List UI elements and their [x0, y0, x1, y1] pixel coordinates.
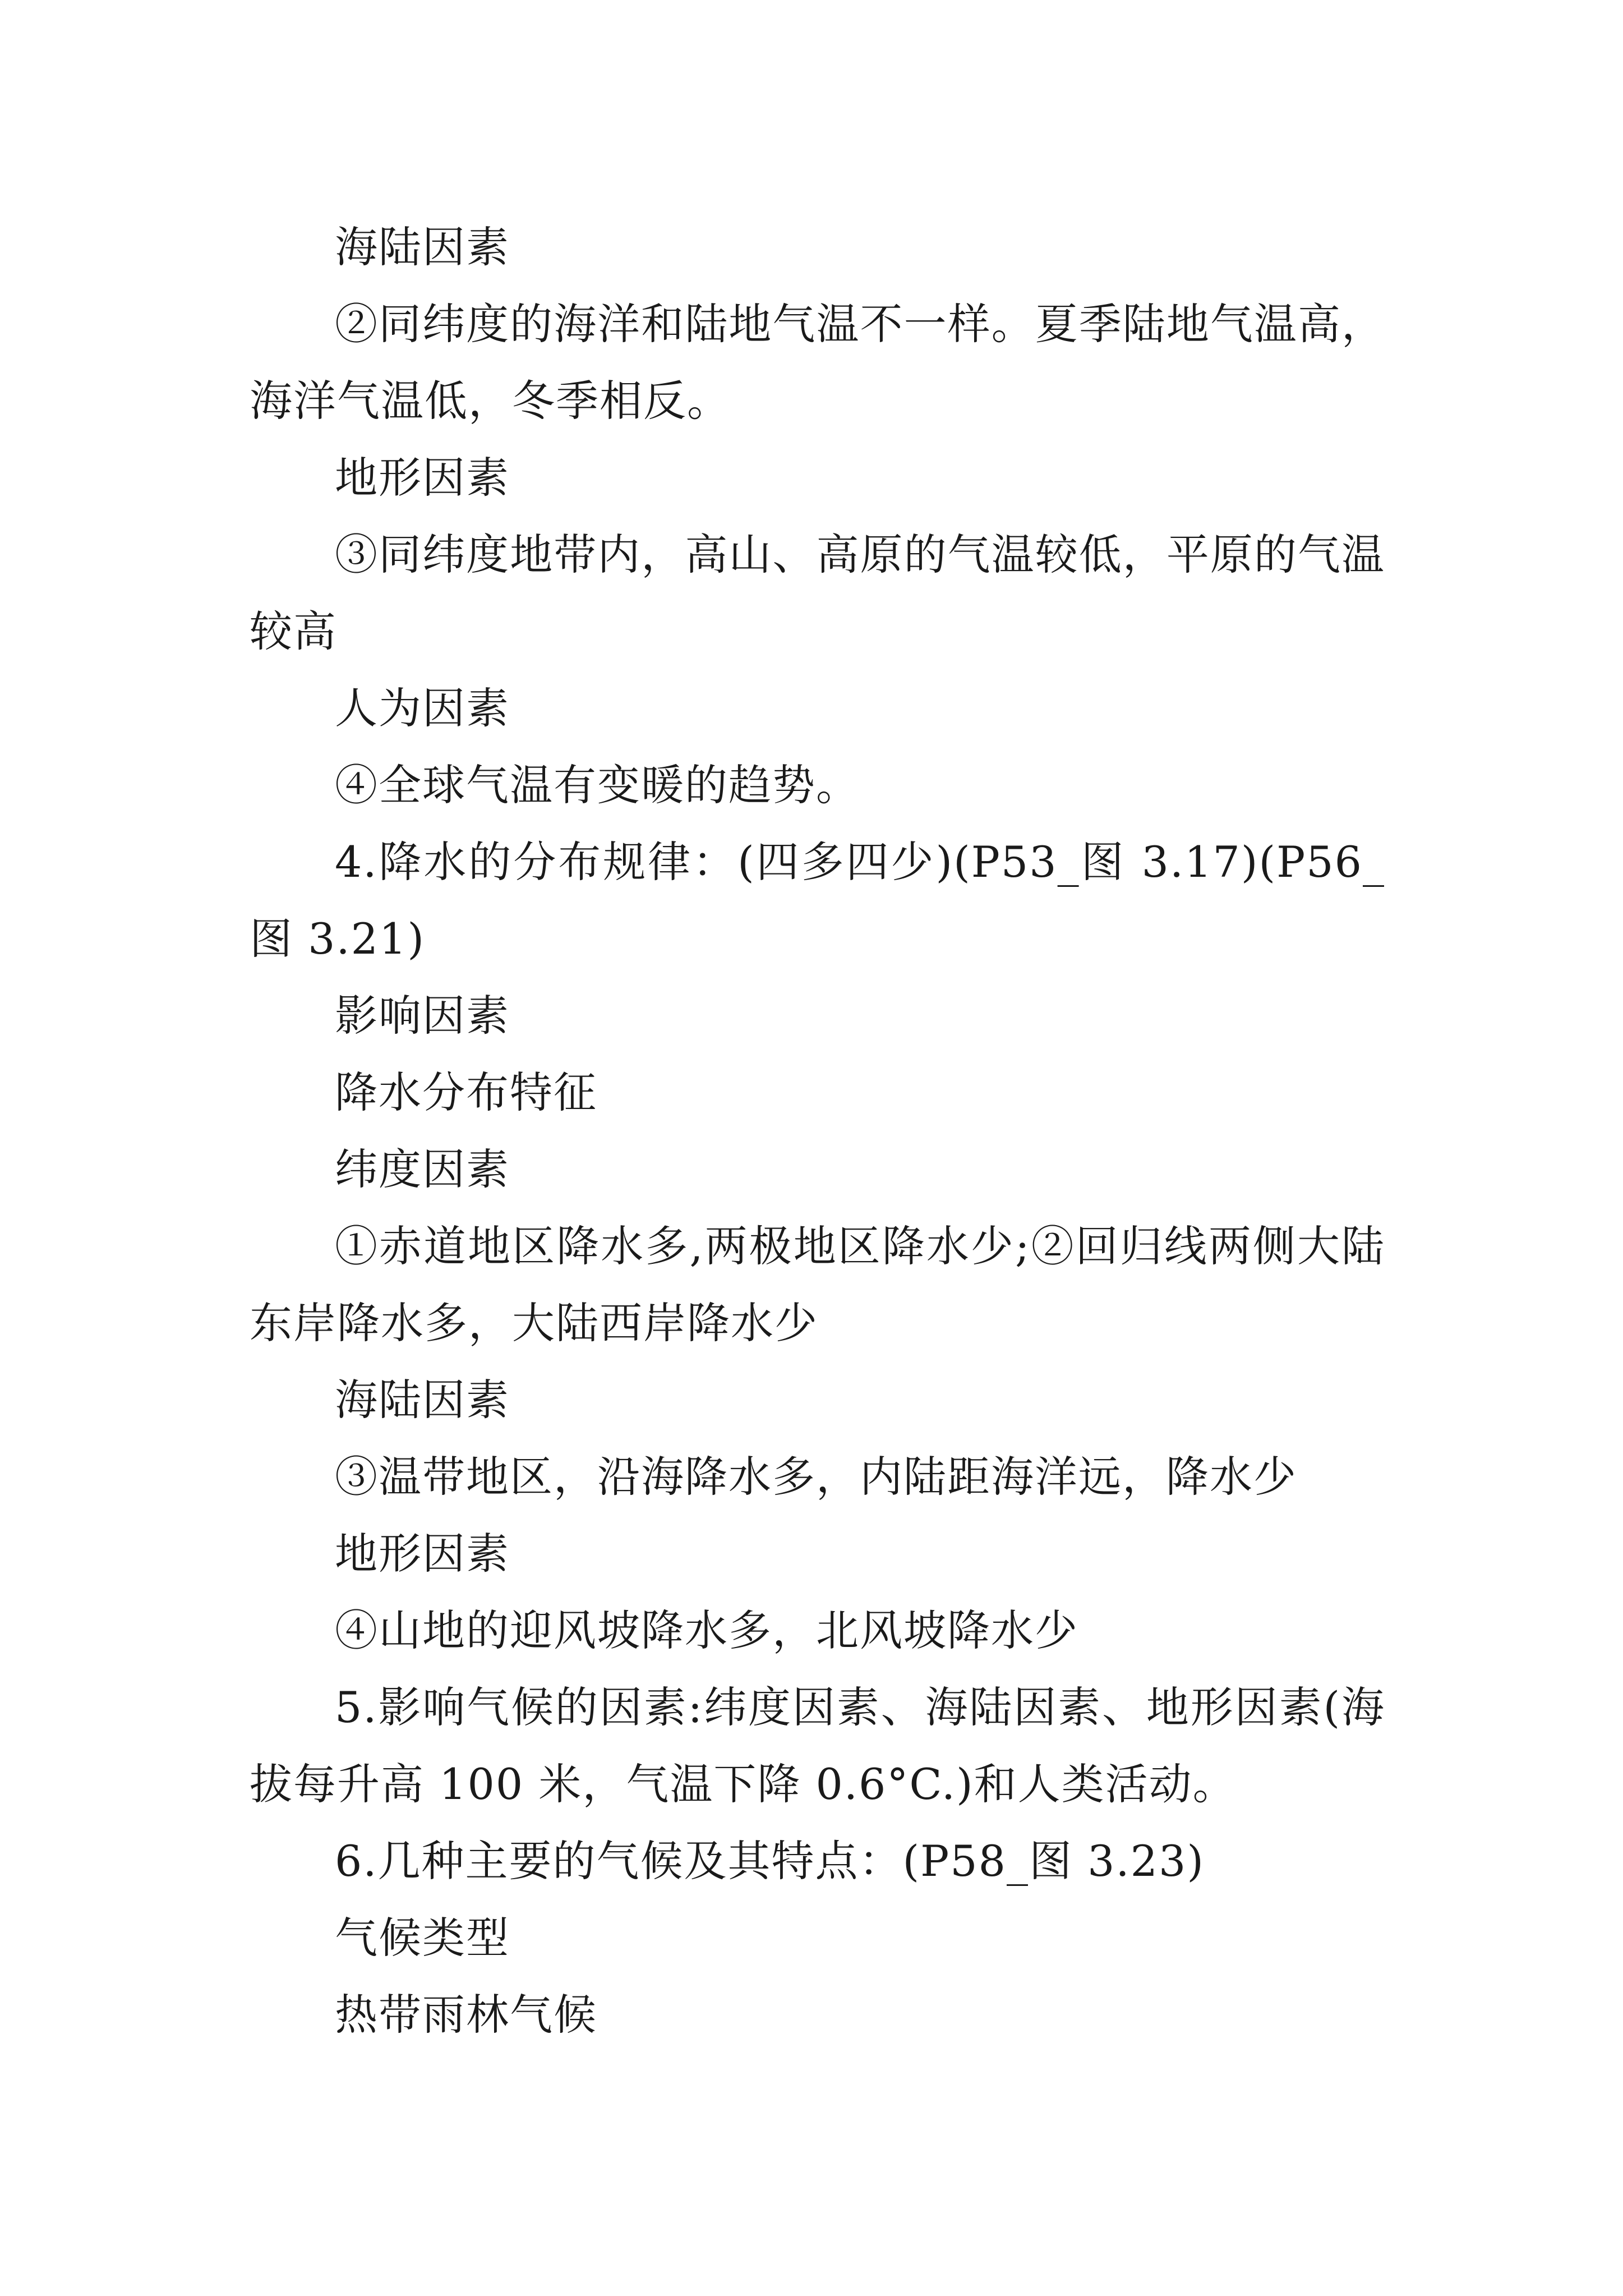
- section-item: 5.影响气候的因素:纬度因素、海陆因素、地形因素(海拔每升高 100 米，气温下降 0.6°C.)和人类活动。: [250, 1682, 1385, 1809]
- paragraph: ①赤道地区降水多,两极地区降水少;②回归线两侧大陆东岸降水多，大陆西岸降水少: [250, 1221, 1385, 1348]
- document-body: [250, 209, 1385, 2053]
- paragraph: ④山地的迎风坡降水多，北风坡降水少: [335, 1605, 1078, 1655]
- paragraph-heading: 影响因素: [335, 991, 510, 1041]
- paragraph: ③温带地区，沿海降水多，内陆距海洋远，降水少: [335, 1452, 1297, 1502]
- paragraph-heading: 海陆因素: [335, 222, 510, 272]
- section-item: 6.几种主要的气候及其特点：(P58_图 3.23): [335, 1836, 1205, 1886]
- paragraph-heading: 人为因素: [335, 683, 510, 733]
- paragraph-heading: 降水分布特征: [335, 1068, 597, 1117]
- paragraph-heading: 地形因素: [335, 1529, 510, 1579]
- paragraph-heading: 热带雨林气候: [335, 1990, 597, 2040]
- paragraph-heading: 纬度因素: [335, 1144, 510, 1194]
- paragraph: ②同纬度的海洋和陆地气温不一样。夏季陆地气温高，海洋气温低，冬季相反。: [250, 299, 1385, 426]
- section-item: 4.降水的分布规律：(四多四少)(P53_图 3.17)(P56_图 3.21): [250, 837, 1385, 964]
- paragraph-heading: 气候类型: [335, 1913, 510, 1963]
- paragraph-heading: 海陆因素: [335, 1375, 510, 1425]
- paragraph: ④全球气温有变暖的趋势。: [335, 760, 860, 810]
- paragraph-heading: 地形因素: [335, 453, 510, 503]
- paragraph: ③同纬度地带内，高山、高原的气温较低，平原的气温较高: [250, 530, 1385, 656]
